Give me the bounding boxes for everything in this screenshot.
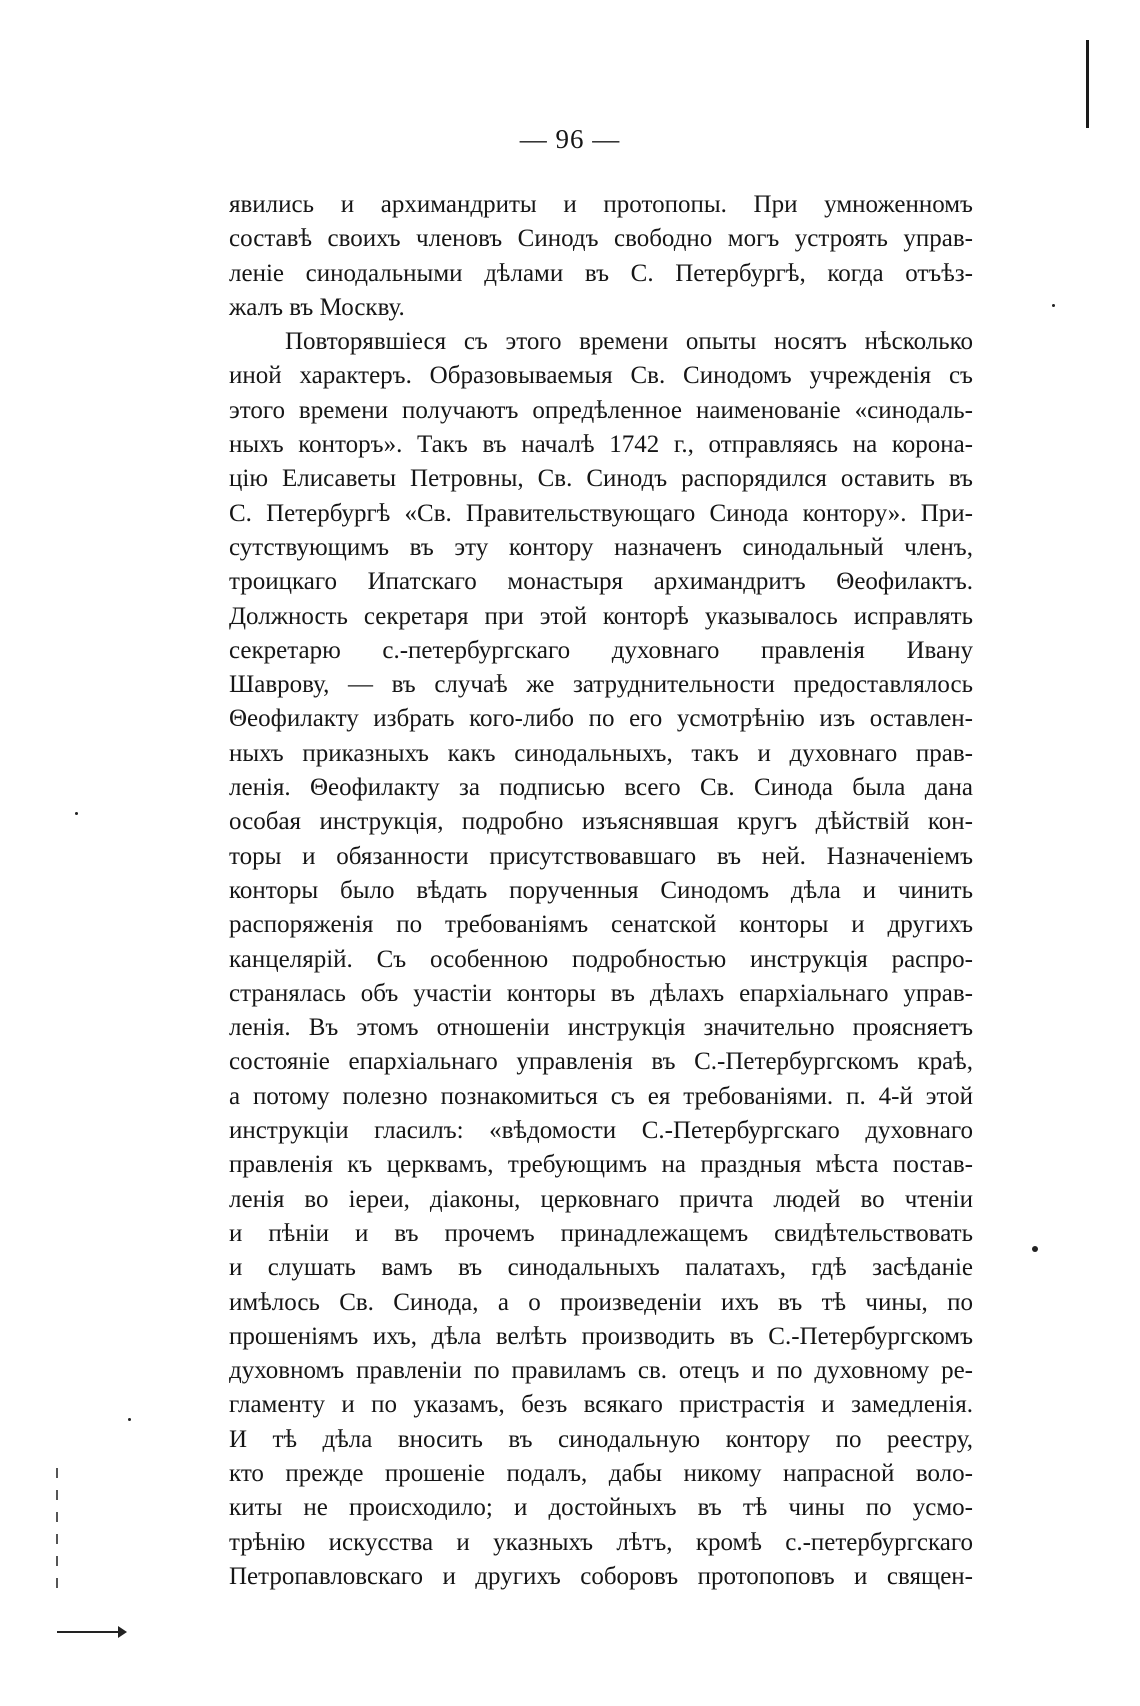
text-line: киты не происходило; и достойныхъ въ тѣ чины по усмо- bbox=[229, 1494, 973, 1522]
text-line: трѣнію искусства и указныхъ лѣтъ, кромѣ с.-петербургскаго bbox=[229, 1528, 973, 1556]
scan-edge-line bbox=[1086, 40, 1089, 128]
scan-margin-marks bbox=[56, 1468, 58, 1588]
text-line: ныхъ приказныхъ какъ синодальныхъ, такъ и духовнаго прав- bbox=[229, 739, 973, 767]
text-line: духовномъ правленіи по правиламъ св. отецъ и по духовному ре- bbox=[229, 1357, 973, 1385]
scan-speck bbox=[1032, 1246, 1038, 1252]
text-line: секретарю с.-петербургскаго духовнаго правленія Ивану bbox=[229, 636, 973, 664]
text-line: И тѣ дѣла вносить въ синодальную контору по реестру, bbox=[229, 1425, 973, 1453]
text-line: кто прежде прошеніе подалъ, дабы никому напрасной воло- bbox=[229, 1459, 973, 1487]
text-line: Θеофилакту избрать кого-либо по его усмотрѣнію изъ оставлен- bbox=[229, 705, 973, 733]
text-line: канцелярій. Съ особенною подробностью инструкція распро- bbox=[229, 945, 973, 973]
text-line: ленія. Въ этомъ отношеніи инструкція значительно проясняетъ bbox=[229, 1014, 973, 1042]
text-line: а потому полезно познакомиться съ ея требованіями. п. 4-й этой bbox=[229, 1082, 973, 1110]
scan-speck bbox=[1052, 304, 1055, 307]
text-line: Должность секретаря при этой конторѣ указывалось исправлять bbox=[229, 602, 973, 630]
text-line: гламенту и по указамъ, безъ всякаго пристрастія и замедленія. bbox=[229, 1391, 973, 1419]
text-line: странялась объ участіи конторы въ дѣлахъ епархіальнаго управ- bbox=[229, 979, 973, 1007]
text-line: правленія къ церквамъ, требующимъ на праздныя мѣста постав- bbox=[229, 1151, 973, 1179]
text-line: составѣ своихъ членовъ Синодъ свободно могъ устроять управ- bbox=[229, 225, 973, 253]
paragraph-1 bbox=[229, 188, 973, 325]
text-line: состояніе епархіальнаго управленія въ С.-Петербургскомъ краѣ, bbox=[229, 1048, 973, 1076]
text-line: явились и архимандриты и протопопы. При умноженномъ bbox=[229, 191, 973, 218]
body-text bbox=[229, 188, 973, 1594]
text-line: особая инструкція, подробно изъяснявшая кругъ дѣйствій кон- bbox=[229, 808, 973, 836]
text-line: Повторявшіеся съ этого времени опыты носятъ нѣсколько bbox=[285, 328, 973, 356]
text-line: торы и обязанности присутствовавшаго въ ней. Назначеніемъ bbox=[229, 842, 973, 870]
text-line: и пѣніи и въ прочемъ принадлежащемъ свидѣтельствовать bbox=[229, 1219, 973, 1247]
text-line: сутствующимъ въ эту контору назначенъ синодальный членъ, bbox=[229, 533, 973, 561]
scan-footer-arrow-mark bbox=[57, 1631, 121, 1633]
text-line: этого времени получаютъ опредѣленное наименованіе «синодаль- bbox=[229, 396, 973, 424]
text-line: леніе синодальными дѣлами въ С. Петербургѣ, когда отъѣз- bbox=[229, 259, 973, 287]
text-line: имѣлось Св. Синода, а о произведеніи ихъ въ тѣ чины, по bbox=[229, 1288, 973, 1316]
scan-speck bbox=[75, 812, 78, 815]
text-line: ленія. Θеофилакту за подписью всего Св. Синода была дана bbox=[229, 774, 973, 802]
text-line: инструкціи гласилъ: «вѣдомости С.-Петербургскаго духовнаго bbox=[229, 1117, 973, 1145]
text-line: Петропавловскаго и другихъ соборовъ протопоповъ и священ- bbox=[229, 1562, 973, 1590]
page-number: — 96 — bbox=[519, 124, 621, 154]
text-line: цію Елисаветы Петровны, Св. Синодъ распорядился оставить въ bbox=[229, 465, 973, 493]
scan-speck bbox=[128, 1418, 131, 1421]
text-line: иной характеръ. Образовываемыя Св. Синодомъ учрежденія съ bbox=[229, 362, 973, 390]
text-line: распоряженія по требованіямъ сенатской конторы и другихъ bbox=[229, 911, 973, 939]
text-line: и слушать вамъ въ синодальныхъ палатахъ, гдѣ засѣданіе bbox=[229, 1254, 973, 1282]
text-line: конторы было вѣдать порученныя Синодомъ дѣла и чинить bbox=[229, 876, 973, 904]
text-line: ленія во іереи, діаконы, церковнаго причта людей во чтеніи bbox=[229, 1185, 973, 1213]
text-line: С. Петербургѣ «Св. Правительствующаго Синода контору». При- bbox=[229, 499, 973, 527]
text-line: Шаврову, — въ случаѣ же затруднительности предоставлялось bbox=[229, 671, 973, 699]
text-line: прошеніямъ ихъ, дѣла велѣть производить въ С.-Петербургскомъ bbox=[229, 1322, 973, 1350]
paragraph-2 bbox=[229, 325, 973, 1594]
text-line: троицкаго Ипатскаго монастыря архимандритъ Θеофилактъ. bbox=[229, 568, 973, 596]
text-line: ныхъ конторъ». Такъ въ началѣ 1742 г., отправляясь на корона- bbox=[229, 431, 973, 459]
text-line: жалъ въ Москву. bbox=[229, 293, 405, 321]
